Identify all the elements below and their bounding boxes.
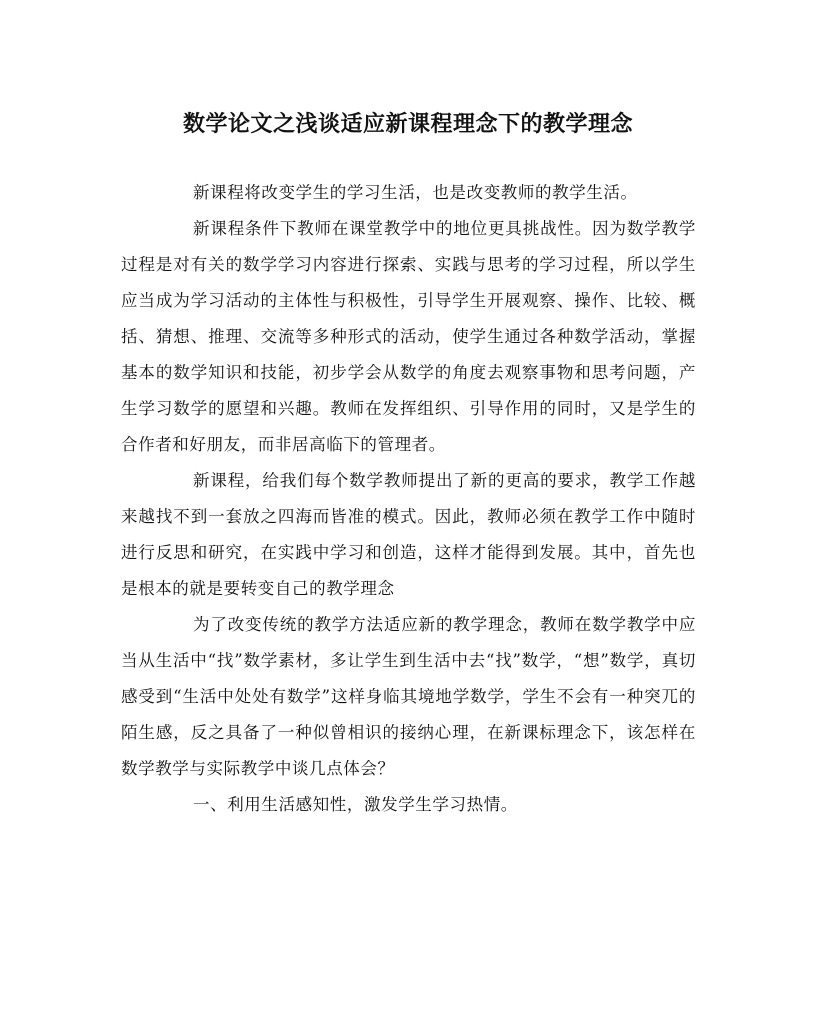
document-body [121, 175, 696, 823]
paragraph-2: 新课程条件下教师在课堂教学中的地位更具挑战性。因为数学教学过程是对有关的数学学习内容进行探索、实践与思考的学习过程，所以学生应当成为学习活动的主体性与积极性，引导学生开展观察、操作、比较、概括、猜想、推理、交流等多种形式的活动，使学生通过各种数学活动，掌握基本的数学知识和技能，初步学会从数学的角度去观察事物和思考问题，产生学习数学的愿望和兴趣。教师在发挥组织、引导作用的同时，又是学生的合作者和好朋友，而非居高临下的管理者。 [121, 219, 696, 454]
paragraph-1: 新课程将改变学生的学习生活，也是改变教师的教学生活。 [193, 183, 638, 202]
section-heading-1: 一、利用生活感知性，激发学生学习热情。 [193, 795, 518, 814]
paragraph-3: 新课程，给我们每个数学教师提出了新的更高的要求，教学工作越来越找不到一套放之四海而皆准的模式。因此，教师必须在教学工作中随时进行反思和研究，在实践中学习和创造，这样才能得到发展。其中，首先也是根本的就是要转变自己的教学理念 [121, 471, 696, 598]
document-title: 数学论文之浅谈适应新课程理念下的教学理念 [182, 111, 633, 137]
paragraph-4: 为了改变传统的教学方法适应新的教学理念，教师在数学教学中应当从生活中“找”数学素材，多让学生到生活中去“找”数学，“想”数学，真切感受到“生活中处处有数学”这样身临其境地学数学，学生不会有一种突兀的陌生感，反之具备了一种似曾相识的接纳心理，在新课标理念下，该怎样在数学教学与实际教学中谈几点体会？ [121, 615, 696, 778]
